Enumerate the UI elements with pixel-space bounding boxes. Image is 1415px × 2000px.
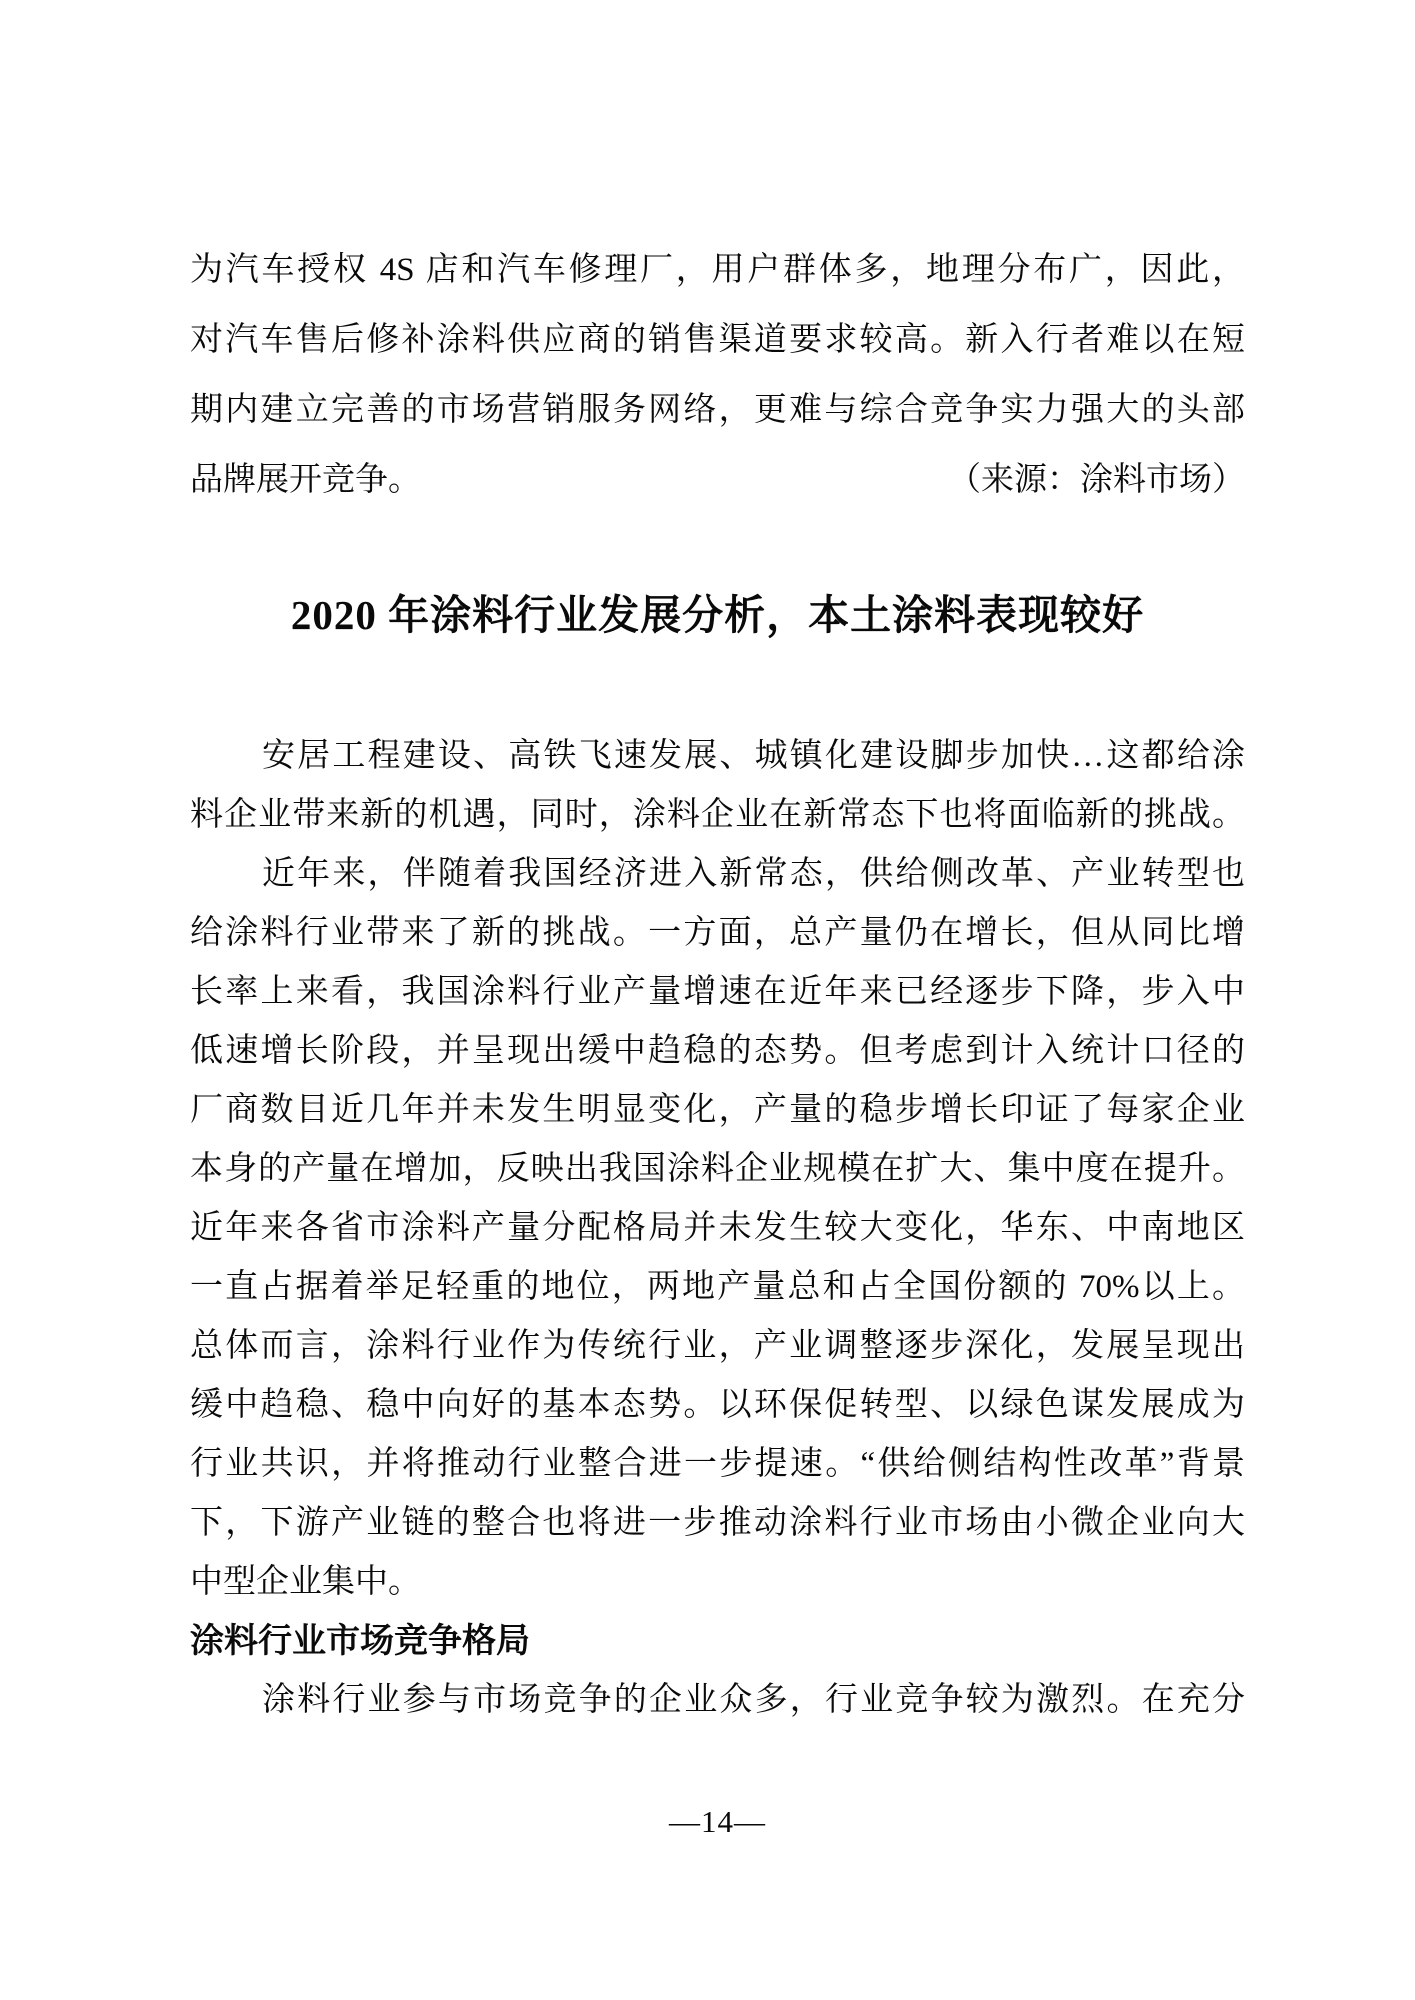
text-line: 对汽车售后修补涂料供应商的销售渠道要求较高。新入行者难以在短 xyxy=(190,322,1245,358)
text-line: 一直占据着举足轻重的地位，两地产量总和占全国份额的 70%以上。 xyxy=(190,1269,1245,1305)
text-line: 厂商数目近几年并未发生明显变化，产量的稳步增长印证了每家企业 xyxy=(190,1092,1245,1128)
text-line: 给涂料行业带来了新的挑战。一方面，总产量仍在增长，但从同比增 xyxy=(190,915,1245,951)
text-line: 本身的产量在增加，反映出我国涂料企业规模在扩大、集中度在提升。 xyxy=(190,1151,1245,1187)
source-attribution: （来源：涂料市场） xyxy=(948,462,1245,498)
previous-article-tail xyxy=(190,0,1245,515)
text-line xyxy=(190,445,1245,515)
article-body xyxy=(190,727,1245,1730)
section-heading: 涂料行业市场竞争格局 xyxy=(190,1623,530,1660)
text-line: 低速增长阶段，并呈现出缓中趋稳的态势。但考虑到计入统计口径的 xyxy=(190,1033,1245,1069)
text-line: 下，下游产业链的整合也将进一步推动涂料行业市场由小微企业向大 xyxy=(190,1505,1245,1541)
text-line: 总体而言，涂料行业作为传统行业，产业调整逐步深化，发展呈现出 xyxy=(190,1328,1245,1364)
text-line: 近年来，伴随着我国经济进入新常态，供给侧改革、产业转型也 xyxy=(262,856,1245,892)
page-number: —14— xyxy=(669,1804,766,1839)
article-title: 2020 年涂料行业发展分析，本土涂料表现较好 xyxy=(290,592,1145,638)
text-line: 行业共识，并将推动行业整合进一步提速。“供给侧结构性改革”背景 xyxy=(190,1446,1245,1482)
text-line: 安居工程建设、高铁飞速发展、城镇化建设脚步加快…这都给涂 xyxy=(262,738,1245,774)
paragraph-end-text: 品牌展开竞争。 xyxy=(190,462,421,498)
text-line: 缓中趋稳、稳中向好的基本态势。以环保促转型、以绿色谋发展成为 xyxy=(190,1387,1245,1423)
text-line: 近年来各省市涂料产量分配格局并未发生较大变化，华东、中南地区 xyxy=(190,1210,1245,1246)
text-line: 期内建立完善的市场营销服务网络，更难与综合竞争实力强大的头部 xyxy=(190,392,1245,428)
text-line: 中型企业集中。 xyxy=(190,1564,421,1600)
text-line: 料企业带来新的机遇，同时，涂料企业在新常态下也将面临新的挑战。 xyxy=(190,797,1245,833)
text-line: 涂料行业参与市场竞争的企业众多，行业竞争较为激烈。在充分 xyxy=(262,1682,1245,1718)
text-line: 长率上来看，我国涂料行业产量增速在近年来已经逐步下降，步入中 xyxy=(190,974,1245,1010)
text-line: 为汽车授权 4S 店和汽车修理厂，用户群体多，地理分布广，因此， xyxy=(190,252,1245,288)
